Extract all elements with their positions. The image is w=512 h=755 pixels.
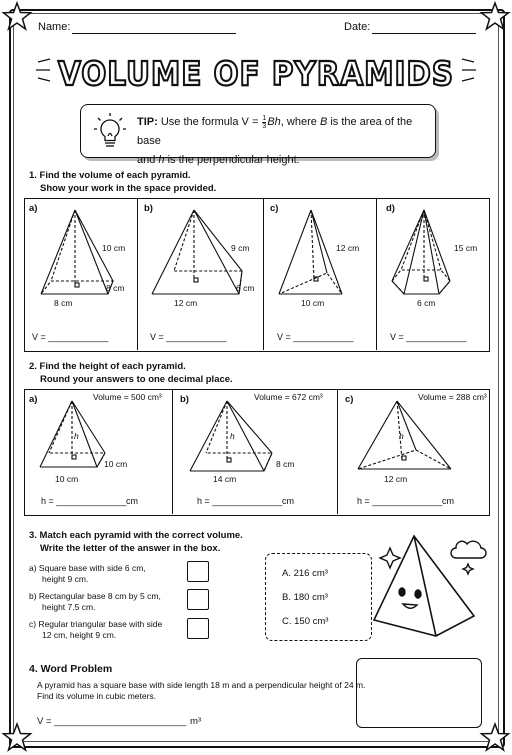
dimension-label: 10 cm: [55, 474, 79, 484]
height-label: h: [74, 431, 79, 441]
tip-text: [137, 113, 427, 170]
unit-label: m³: [190, 716, 202, 727]
title-text: VOLUME OF PYRAMIDS: [58, 54, 454, 93]
dimension-label: 12 cm: [384, 474, 408, 484]
name-field[interactable]: [72, 33, 236, 34]
sparkle-icon: [463, 564, 473, 574]
match-item-line2: height 9 cm.: [42, 574, 89, 584]
dimension-label: 6 cm: [236, 283, 255, 293]
item-letter: a): [29, 394, 38, 405]
item-letter: a): [29, 203, 38, 214]
item-letter: c): [270, 203, 279, 214]
section2-heading-line1: 2. Find the height of each pyramid.: [29, 361, 186, 372]
star-icon: [478, 721, 512, 755]
option-a: A. 216 cm³: [282, 568, 328, 579]
item-letter: d): [386, 203, 395, 214]
pyramid-mascot-illustration: [372, 526, 490, 644]
tip-text-5: is the perpendicular height.: [164, 154, 300, 166]
date-field[interactable]: [372, 33, 476, 34]
cloud-icon: [451, 541, 486, 558]
tip-label: TIP:: [137, 116, 158, 128]
dimension-label: 12 cm: [174, 298, 198, 308]
star-icon: [0, 721, 34, 755]
match-item-b: [29, 591, 161, 613]
item-letter: c): [345, 394, 354, 405]
answer-field[interactable]: V = ____________: [32, 332, 109, 342]
section1-heading-line2: Show your work in the space provided.: [40, 183, 217, 194]
answer-field[interactable]: h = ______________: [197, 496, 283, 506]
answer-field[interactable]: h = ______________: [41, 496, 127, 506]
section4-heading: 4. Word Problem: [29, 663, 113, 675]
answer-box[interactable]: [187, 618, 209, 639]
match-item-c: [29, 619, 162, 641]
section1-heading: [29, 169, 216, 195]
dimension-label: 15 cm: [454, 243, 478, 253]
star-icon: [478, 0, 512, 34]
tip-text-3: is the area of the base: [137, 116, 413, 147]
volume-label: Volume = 288 cm³: [418, 392, 487, 402]
match-item-line1: c) Regular triangular base with side: [29, 619, 163, 629]
tip-text-1: Use the formula V =: [160, 116, 262, 128]
work-box[interactable]: [356, 658, 482, 728]
star-icon: [0, 0, 34, 34]
dimension-label: 9 cm: [231, 243, 250, 253]
sparkle-icon: [380, 548, 400, 568]
section3-heading-line1: 3. Match each pyramid with the correct volume.: [29, 530, 243, 541]
item-letter: b): [180, 394, 189, 405]
answer-field[interactable]: V = ____________: [277, 332, 354, 342]
match-item-line2: 12 cm, height 9 cm.: [42, 630, 117, 640]
volume-label: Volume = 500 cm³: [93, 392, 162, 402]
option-b: B. 180 cm³: [282, 592, 328, 603]
word-problem-text: [37, 680, 365, 702]
match-item-line1: a) Square base with side 6 cm,: [29, 563, 146, 573]
tip-text-2: , where: [280, 116, 320, 128]
unit-label: cm: [282, 496, 294, 506]
options-box: [265, 553, 372, 641]
word-problem-line2: Find its volume in cubic meters.: [37, 691, 157, 701]
match-item-line1: b) Rectangular base 8 cm by 5 cm,: [29, 591, 161, 601]
date-label: Date:: [344, 21, 371, 33]
dimension-label: 14 cm: [213, 474, 237, 484]
unit-label: cm: [442, 496, 454, 506]
height-label: h: [399, 431, 404, 441]
answer-box[interactable]: [187, 589, 209, 610]
answer-field[interactable]: V = _________________________: [37, 716, 187, 727]
section2-heading: [29, 360, 233, 386]
dimension-label: 12 cm: [336, 243, 360, 253]
variable-b: B: [319, 116, 328, 128]
fraction-numerator: 1: [262, 114, 267, 122]
section3-heading-line2: Write the letter of the answer in the box.: [40, 543, 221, 554]
one-third-fraction: [262, 115, 266, 130]
section1-heading-line1: 1. Find the volume of each pyramid.: [29, 170, 191, 181]
section1-pyramid-drawings: [24, 198, 488, 350]
dimension-label: 8 cm: [276, 459, 295, 469]
variable-h: h: [158, 154, 165, 166]
volume-label: Volume = 672 cm³: [254, 392, 323, 402]
dimension-label: 6 cm: [417, 298, 436, 308]
page-title: [32, 42, 480, 98]
option-c: C. 150 cm³: [282, 616, 329, 627]
formula-variables: Bh: [267, 116, 281, 128]
section3-heading: [29, 529, 243, 555]
answer-field[interactable]: V = ____________: [390, 332, 467, 342]
unit-label: cm: [126, 496, 138, 506]
tip-box: [80, 104, 436, 166]
answer-field[interactable]: h = ______________: [357, 496, 443, 506]
dimension-label: 10 cm: [102, 243, 126, 253]
answer-field[interactable]: V = ____________: [150, 332, 227, 342]
dimension-label: 8 cm: [54, 298, 73, 308]
word-problem-line1: A pyramid has a square base with side length 18 m and a perpendicular height of 24 m.: [37, 680, 366, 690]
tip-text-4: and: [137, 154, 159, 166]
item-letter: b): [144, 203, 153, 214]
lightbulb-icon: [93, 111, 127, 151]
answer-box[interactable]: [187, 561, 209, 582]
fraction-denominator: 3: [262, 122, 267, 130]
dimension-label: 8 cm: [106, 283, 125, 293]
height-label: h: [230, 431, 235, 441]
dimension-label: 10 cm: [301, 298, 325, 308]
name-label: Name:: [38, 21, 71, 33]
dimension-label: 10 cm: [104, 459, 128, 469]
match-item-line2: height 7.5 cm.: [42, 602, 96, 612]
section2-heading-line2: Round your answers to one decimal place.: [40, 374, 233, 385]
match-item-a: [29, 563, 146, 585]
